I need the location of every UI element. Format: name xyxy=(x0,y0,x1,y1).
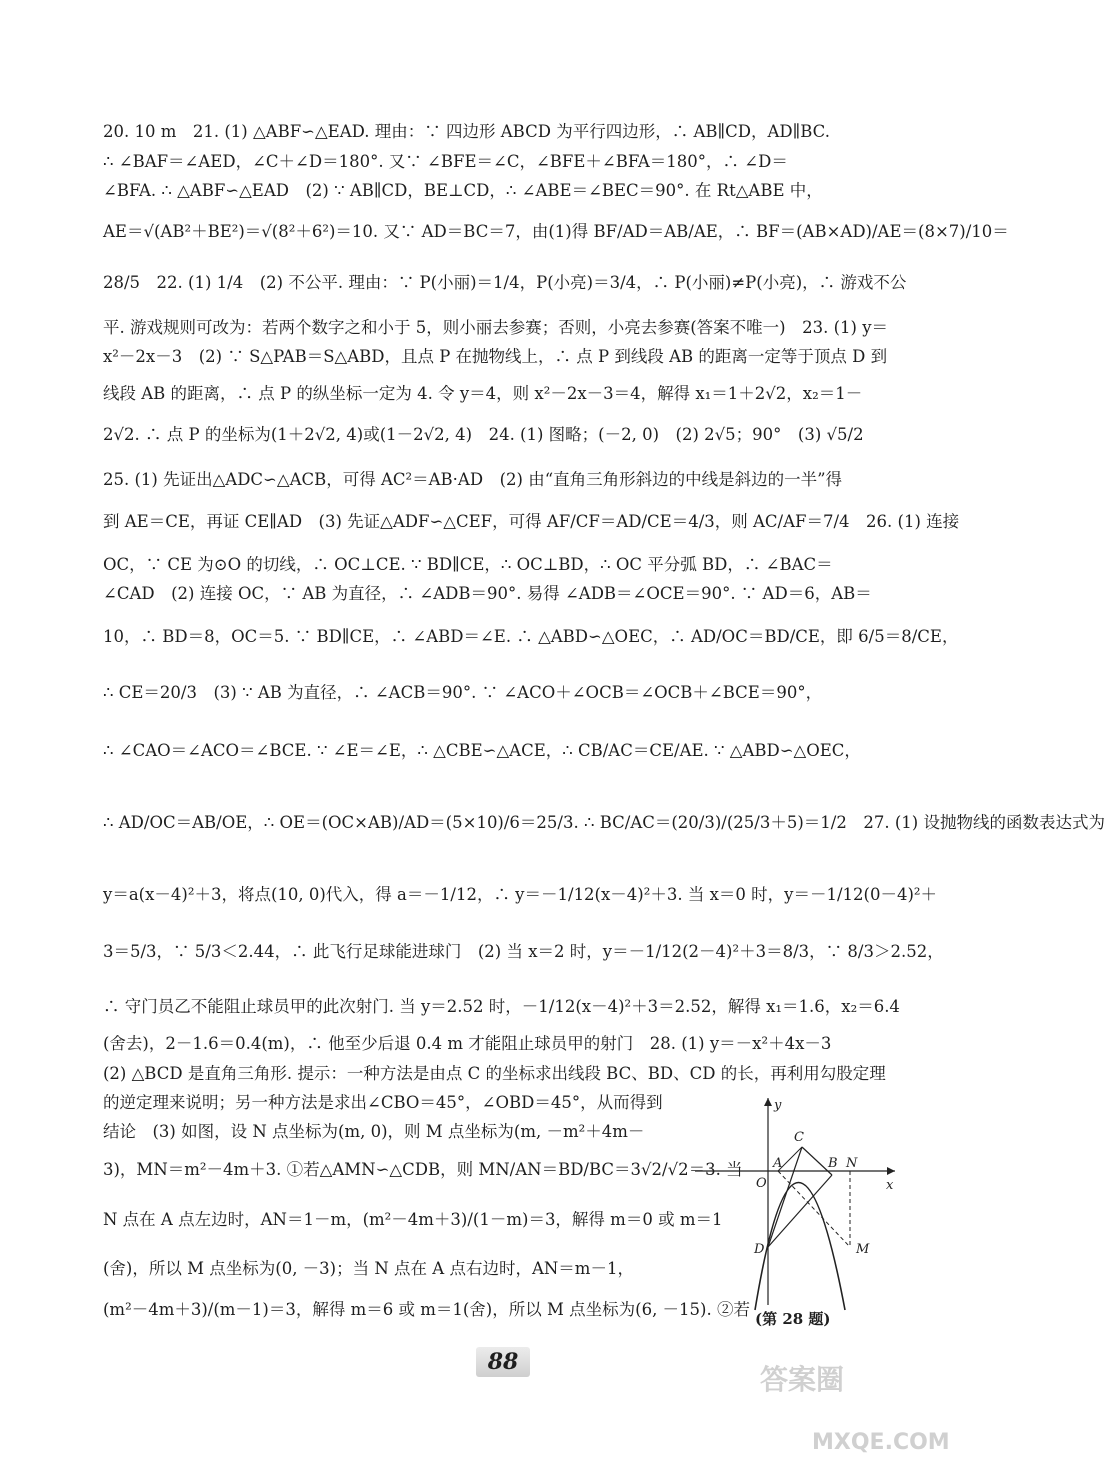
line: ∴ ∠CAO＝∠ACO＝∠BCE. ∵ ∠E＝∠E，∴ △CBE∽△ACE，∴ CB/AC＝CE/AE. ∵ △ABD∽△OEC， xyxy=(103,741,861,760)
line: OC，∵ CE 为⊙O 的切线，∴ OC⊥CE. ∵ BD∥CE，∴ OC⊥BD，∴ OC 平分弧 BD，∴ ∠BAC＝ xyxy=(103,555,833,574)
question-28-figure xyxy=(690,1095,905,1315)
label-x: x xyxy=(886,1178,894,1193)
line: 结论 (3) 如图，设 N 点坐标为(m, 0)，则 M 点坐标为(m, －m²＋4m－ xyxy=(103,1122,645,1141)
line: x²－2x－3 (2) ∵ S△PAB＝S△ABD，且点 P 在抛物线上，∴ 点 P 到线段 AB 的距离一定等于顶点 D 到 xyxy=(103,347,888,366)
line: (舍)，所以 M 点坐标为(0, －3)；当 N 点在 A 点右边时，AN＝m－1， xyxy=(103,1259,634,1278)
label-B: B xyxy=(828,1156,838,1171)
label-O: O xyxy=(756,1176,767,1191)
line: ∴ 守门员乙不能阻止球员甲的此次射门. 当 y＝2.52 时，－1/12(x－4)²＋3＝2.52，解得 x₁＝1.6，x₂＝6.4 xyxy=(103,997,900,1016)
line: AE＝√(AB²＋BE²)＝√(8²＋6²)＝10. 又∵ AD＝BC＝7，由(1)得 BF/AD＝AB/AE，∴ BF＝(AB×AD)/AE＝(8×7)/10＝ xyxy=(103,222,1009,241)
x-axis-arrow xyxy=(887,1167,895,1175)
label-D: D xyxy=(754,1242,765,1257)
line: 20. 10 m 21. (1) △ABF∽△EAD. 理由：∵ 四边形 ABCD 为平行四边形，∴ AB∥CD，AD∥BC. xyxy=(103,122,830,141)
line: ∴ CE＝20/3 (3) ∵ AB 为直径，∴ ∠ACB＝90°. ∵ ∠ACO＋∠OCB＝∠OCB＋∠BCE＝90°， xyxy=(103,683,823,702)
line: ∠BFA. ∴ △ABF∽△EAD (2) ∵ AB∥CD，BE⊥CD，∴ ∠ABE＝∠BEC＝90°. 在 Rt△ABE 中， xyxy=(103,181,823,200)
line: 到 AE＝CE，再证 CE∥AD (3) 先证△ADF∽△CEF，可得 AF/CF＝AD/CE＝4/3，则 AC/AF＝7/4 26. (1) 连接 xyxy=(103,512,960,531)
line: y＝a(x－4)²＋3，将点(10, 0)代入，得 a＝－1/12，∴ y＝－1/12(x－4)²＋3. 当 x＝0 时，y＝－1/12(0－4)²＋ xyxy=(103,885,937,904)
line: 的逆定理来说明；另一种方法是求出∠CBO＝45°，∠OBD＝45°，从而得到 xyxy=(103,1093,663,1112)
line: 10，∴ BD＝8，OC＝5. ∵ BD∥CE，∴ ∠ABD＝∠E. ∴ △ABD∽△OEC，∴ AD/OC＝BD/CE，即 6/5＝8/CE， xyxy=(103,627,959,646)
label-y: y xyxy=(774,1098,782,1113)
page-number: 88 xyxy=(476,1347,530,1377)
label-C: C xyxy=(794,1130,804,1145)
line: ∴ ∠BAF＝∠AED，∠C＋∠D＝180°. 又∵ ∠BFE＝∠C，∠BFE＋∠BFA＝180°，∴ ∠D＝ xyxy=(103,152,788,171)
y-axis-arrow xyxy=(764,1098,772,1106)
watermark-logo: 答案圈 xyxy=(760,1363,845,1396)
line: (2) △BCD 是直角三角形. 提示：一种方法是由点 C 的坐标求出线段 BC、BD、CD 的长，再利用勾股定理 xyxy=(103,1064,886,1083)
line: ∴ AD/OC＝AB/OE，∴ OE＝(OC×AB)/AD＝(5×10)/6＝25/3. ∴ BC/AC＝(20/3)/(25/3＋5)＝1/2 27. (1) 设抛物线的函数表达式为 xyxy=(103,813,1105,832)
line: (m²－4m＋3)/(m－1)＝3，解得 m＝6 或 m＝1(舍)，所以 M 点坐标为(6, －15). ②若 xyxy=(103,1300,750,1319)
watermark-url: MXQE.COM xyxy=(812,1430,950,1455)
line: (舍去)，2－1.6＝0.4(m)，∴ 他至少后退 0.4 m 才能阻止球员甲的射门 28. (1) y＝－x²＋4x－3 xyxy=(103,1034,832,1053)
label-A: A xyxy=(773,1156,783,1171)
line: 3)，MN＝m²－4m＋3. ①若△AMN∽△CDB，则 MN/AN＝BD/BC＝3√2/√2＝3. 当 xyxy=(103,1160,743,1179)
figure-caption: (第 28 题) xyxy=(755,1310,831,1328)
line: ∠CAD (2) 连接 OC，∵ AB 为直径，∴ ∠ADB＝90°. 易得 ∠ADB＝∠OCE＝90°. ∵ AD＝6，AB＝ xyxy=(103,584,872,603)
line: 28/5 22. (1) 1/4 (2) 不公平. 理由：∵ P(小丽)＝1/4，P(小亮)＝3/4，∴ P(小丽)≠P(小亮)，∴ 游戏不公 xyxy=(103,273,907,292)
line: 2√2. ∴ 点 P 的坐标为(1＋2√2, 4)或(1－2√2, 4) 24. (1) 图略；(－2, 0) (2) 2√5；90° (3) √5/2 xyxy=(103,425,864,444)
parabola-diagram xyxy=(690,1095,905,1315)
line: 3＝5/3，∵ 5/3＜2.44，∴ 此飞行足球能进球门 (2) 当 x＝2 时，y＝－1/12(2－4)²＋3＝8/3，∵ 8/3＞2.52， xyxy=(103,942,944,961)
line: 25. (1) 先证出△ADC∽△ACB，可得 AC²＝AB·AD (2) 由“直角三角形斜边的中线是斜边的一半”得 xyxy=(103,470,843,489)
line: 线段 AB 的距离，∴ 点 P 的纵坐标一定为 4. 令 y＝4，则 x²－2x－3＝4，解得 x₁＝1＋2√2，x₂＝1－ xyxy=(103,384,863,403)
line: 平. 游戏规则可改为：若两个数字之和小于 5，则小丽去参赛；否则，小亮去参赛(答案不唯一) 23. (1) y＝ xyxy=(103,318,889,337)
label-M: M xyxy=(856,1242,870,1257)
segment-AM xyxy=(778,1171,850,1247)
line: N 点在 A 点左边时，AN＝1－m，(m²－4m＋3)/(1－m)＝3，解得 m＝0 或 m＝1 xyxy=(103,1210,723,1229)
label-N: N xyxy=(846,1156,858,1171)
